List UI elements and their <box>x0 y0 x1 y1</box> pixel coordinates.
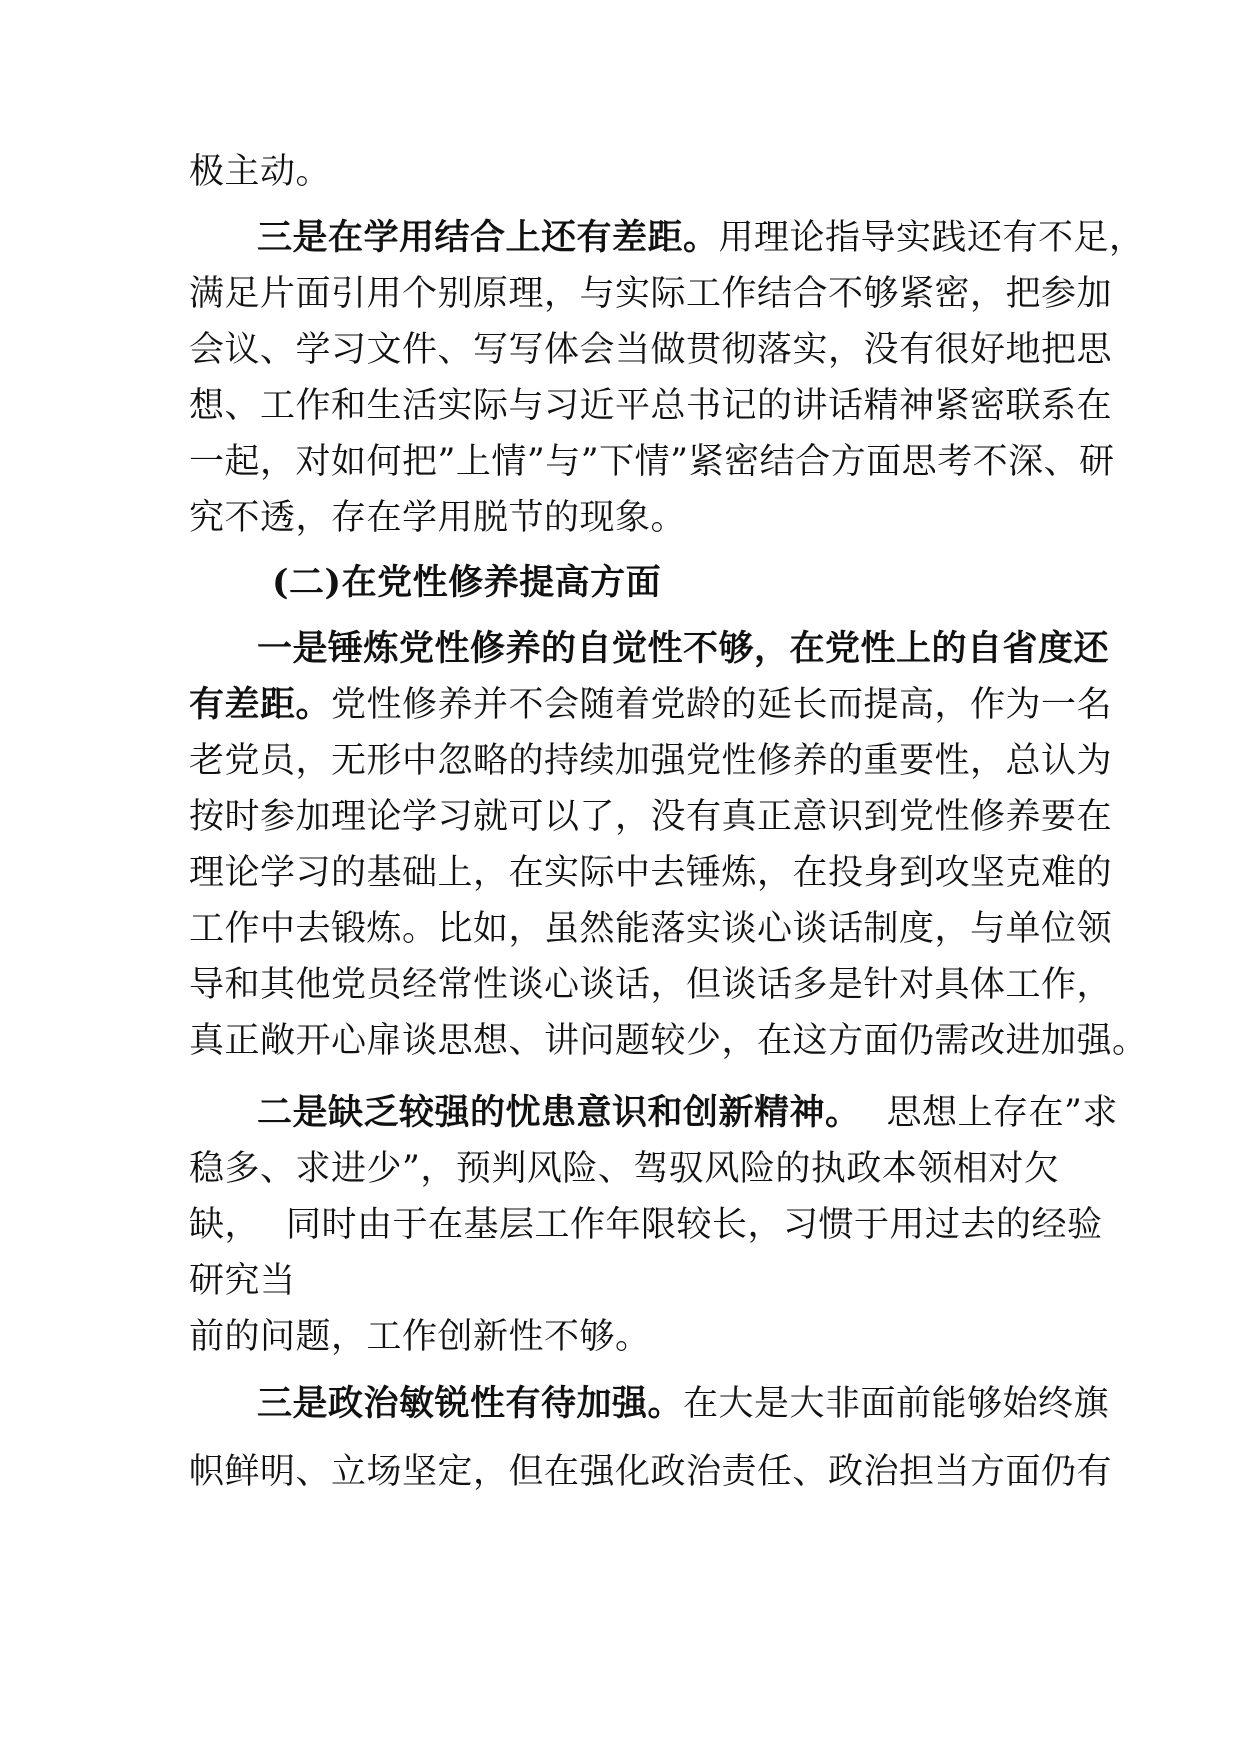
paragraph-line <box>257 216 1145 260</box>
paragraph-line <box>189 963 1113 1007</box>
paragraph-line <box>189 795 1113 839</box>
line-text: 极主动。 <box>189 152 332 192</box>
line-text: 究不透，存在学用脱节的现象。 <box>189 498 687 538</box>
line-text: 老党员，无形中忽略的持续加强党性修养的重要性，总认为 <box>189 741 1113 781</box>
paragraph-line <box>257 1382 1137 1426</box>
paragraph-line <box>189 1259 1069 1303</box>
line-text: 在大是大非面前能够始终旗 <box>683 1384 1110 1424</box>
line-text: 帜鲜明、立场坚定，但在强化政治责任、政治担当方面仍有 <box>189 1452 1113 1492</box>
line-text: 按时参加理论学习就可以了，没有真正意识到党性修养要在 <box>189 797 1113 837</box>
line-text: 理论学习的基础上，在实际中去锤炼，在投身到攻坚克难的 <box>189 853 1113 893</box>
line-text: 思想上存在”求 <box>886 1093 1118 1133</box>
paragraph-lead: 二是缺乏较强的忧患意识和创新精神。 <box>257 1092 861 1133</box>
paragraph-line <box>189 683 1113 727</box>
line-text: 会议、学习文件、写写体会当做贯彻落实，没有很好地把思 <box>189 330 1113 370</box>
paragraph-lead: 有差距。 <box>189 684 332 725</box>
line-text: 一起，对如何把”上情”与”下情”紧密结合方面思考不深、研 <box>189 442 1115 482</box>
paragraph-line <box>189 1450 1113 1494</box>
line-text: 缺， <box>189 1205 261 1245</box>
line-text: 稳多、求进少”，预判风险、驾驭风险的执政本领相对欠 <box>189 1149 1060 1189</box>
line-text: 同时由于在基层工作年限较长，习惯于用过去的经验 <box>286 1205 1103 1245</box>
line-text: 研究当 <box>189 1261 296 1301</box>
section-heading <box>272 561 1152 605</box>
paragraph-lead: 三是政治敏锐性有待加强。 <box>257 1383 684 1424</box>
paragraph-line <box>189 1203 1103 1247</box>
paragraph-line <box>189 851 1113 895</box>
line-text: 想、工作和生活实际与习近平总书记的讲话精神紧密联系在 <box>189 386 1113 426</box>
paragraph-line <box>189 150 1069 194</box>
heading-text: (二)在党性修养提高方面 <box>272 562 662 603</box>
paragraph-line <box>189 1019 1148 1063</box>
paragraph-line <box>189 1315 1069 1359</box>
paragraph-line <box>189 1147 1069 1191</box>
line-text: 用理论指导实践还有不足， <box>718 218 1145 258</box>
paragraph-line <box>257 1091 1137 1135</box>
line-text: 党性修养并不会随着党龄的延长而提高，作为一名 <box>331 685 1113 725</box>
line-text: 前的问题，工作创新性不够。 <box>189 1317 651 1357</box>
paragraph-lead: 三是在学用结合上还有差距。 <box>257 217 719 258</box>
paragraph-line <box>189 496 1069 540</box>
line-text: 工作中去锻炼。比如，虽然能落实谈心谈话制度，与单位领 <box>189 909 1113 949</box>
paragraph-lead: 一是锤炼党性修养的自觉性不够，在党性上的自省度还 <box>257 628 1110 669</box>
line-text: 满足片面引用个别原理，与实际工作结合不够紧密，把参加 <box>189 274 1113 314</box>
paragraph-line <box>189 272 1113 316</box>
line-text: 导和其他党员经常性谈心谈话，但谈话多是针对具体工作， <box>189 965 1113 1005</box>
paragraph-line <box>189 739 1113 783</box>
paragraph-line <box>257 627 1137 671</box>
paragraph-line <box>189 384 1113 428</box>
paragraph-line <box>189 907 1113 951</box>
paragraph-line <box>189 328 1113 372</box>
paragraph-line <box>189 440 1115 484</box>
line-text: 真正敞开心扉谈思想、讲问题较少，在这方面仍需改进加强。 <box>189 1021 1148 1061</box>
